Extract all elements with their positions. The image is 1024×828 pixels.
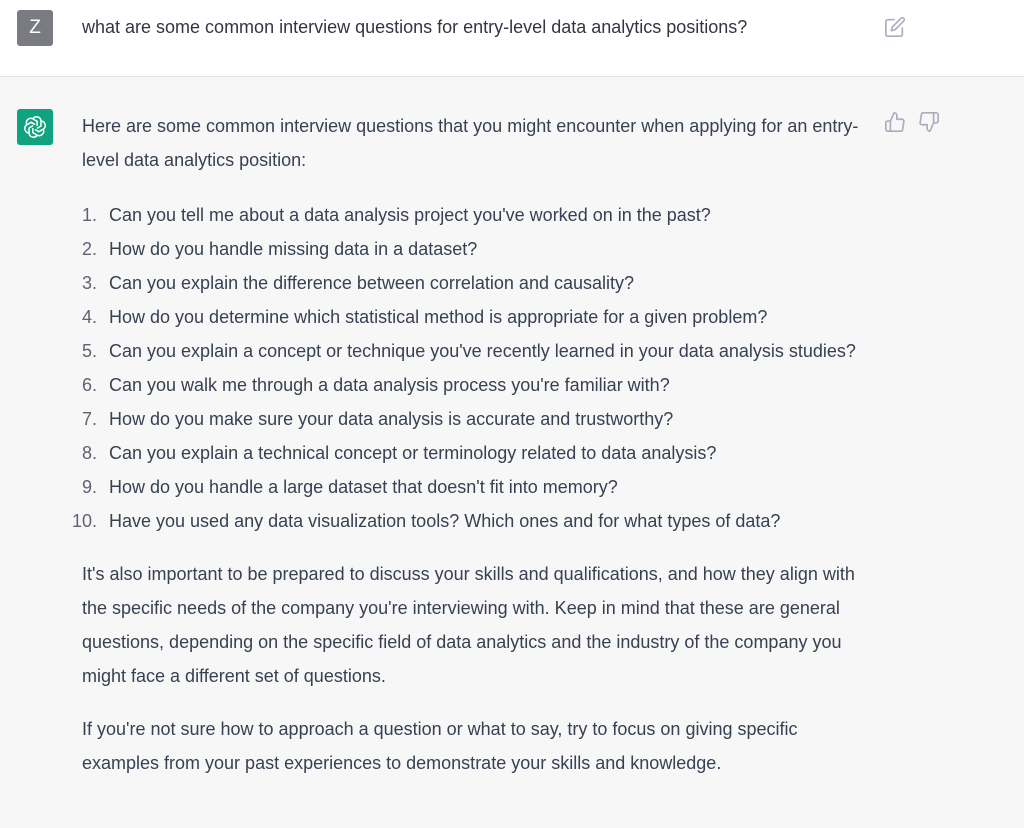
list-item (82, 232, 872, 266)
edit-icon (884, 16, 906, 38)
list-item-text: Can you tell me about a data analysis project you've worked on in the past? (109, 205, 711, 225)
list-item (82, 266, 872, 300)
list-number: 9 . (55, 470, 97, 504)
edit-message-button[interactable] (884, 16, 906, 38)
list-item-text: Can you explain a concept or technique you've recently learned in your data analysis studies? (109, 341, 856, 361)
list-number: 5 . (55, 334, 97, 368)
thumbs-down-button[interactable] (918, 111, 940, 133)
user-message-text: what are some common interview questions for entry-level data analytics positions? (82, 17, 748, 37)
list-number: 6 . (55, 368, 97, 402)
list-item (82, 198, 872, 232)
list-item-text: Can you explain the difference between correlation and causality? (109, 273, 635, 293)
thumbs-up-icon (884, 111, 906, 133)
advice-paragraph: It's also important to be prepared to discuss your skills and qualifications, and how they align with the specific needs of the company you're interviewing with. Keep in mind that these are general questions, depending on the specific field of data analytics and the industry of the company you might face a different set of questions. (82, 564, 855, 686)
list-item-text: How do you handle missing data in a dataset? (109, 239, 478, 259)
list-number: 8 . (55, 436, 97, 470)
list-item (71, 504, 872, 538)
list-number: 10 . (55, 504, 97, 538)
list-item-text: Can you explain a technical concept or terminology related to data analysis? (109, 443, 717, 463)
list-number: 4 . (55, 300, 97, 334)
assistant-message-row (0, 77, 1024, 828)
list-item (82, 368, 872, 402)
assistant-message-text (71, 109, 872, 780)
assistant-avatar (17, 109, 53, 145)
list-number: 7 . (55, 402, 97, 436)
list-item (82, 470, 872, 504)
intro-paragraph: Here are some common interview questions that you might encounter when applying for an entry-level data analytics position: (82, 116, 859, 170)
user-avatar: Z (17, 10, 53, 46)
thumbs-up-button[interactable] (884, 111, 906, 133)
list-item (82, 300, 872, 334)
thumbs-down-icon (918, 111, 940, 133)
list-item-text: Have you used any data visualization tools? Which ones and for what types of data? (109, 511, 781, 531)
list-item-text: How do you make sure your data analysis is accurate and trustworthy? (109, 409, 674, 429)
list-number: 2 . (55, 232, 97, 266)
list-item (82, 402, 872, 436)
list-item-text: How do you determine which statistical method is appropriate for a given problem? (109, 307, 768, 327)
user-message-row (0, 0, 1024, 77)
openai-logo-icon (23, 115, 47, 139)
list-number: 1 . (55, 198, 97, 232)
list-number: 3 . (55, 266, 97, 300)
list-item-text: How do you handle a large dataset that doesn't fit into memory? (109, 477, 618, 497)
list-item (82, 334, 872, 368)
question-list (71, 198, 872, 538)
list-item-text: Can you walk me through a data analysis process you're familiar with? (109, 375, 670, 395)
closing-paragraph: If you're not sure how to approach a question or what to say, try to focus on giving specific examples from your past experiences to demonstrate your skills and knowledge. (82, 719, 798, 773)
list-item (82, 436, 872, 470)
